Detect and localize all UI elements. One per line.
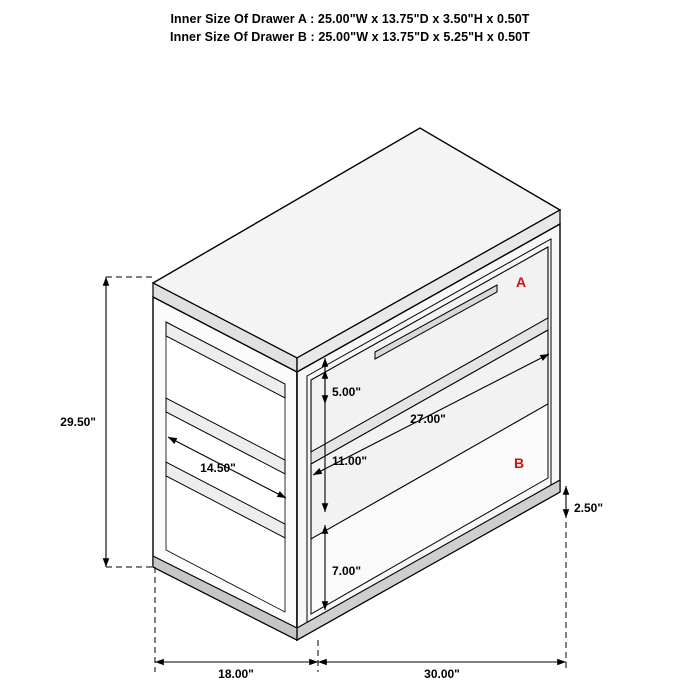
dim-middle-height-label: 11.00" — [332, 454, 368, 468]
dim-side-depth-label: 14.50" — [200, 461, 236, 475]
drawer-a-callout: A — [515, 274, 527, 290]
dim-base-height-label: 2.50" — [574, 501, 604, 515]
dim-front-width-label: 27.00" — [410, 412, 446, 426]
dim-overall-height-label: 29.50" — [60, 415, 96, 429]
dim-bottom-depth-label: 18.00" — [218, 667, 254, 681]
dim-bottom-height-label: 7.00" — [332, 564, 362, 578]
header-line-drawer-b: Inner Size Of Drawer B : 25.00"W x 13.75"D x 5.25"H x 0.50T — [170, 30, 530, 44]
drawer-b-callout: B — [513, 455, 525, 471]
dim-drawer-a-height-label: 5.00" — [332, 385, 362, 399]
dim-bottom-width-label: 30.00" — [424, 667, 460, 681]
header-line-drawer-a: Inner Size Of Drawer A : 25.00"W x 13.75"D x 3.50"H x 0.50T — [170, 12, 530, 26]
